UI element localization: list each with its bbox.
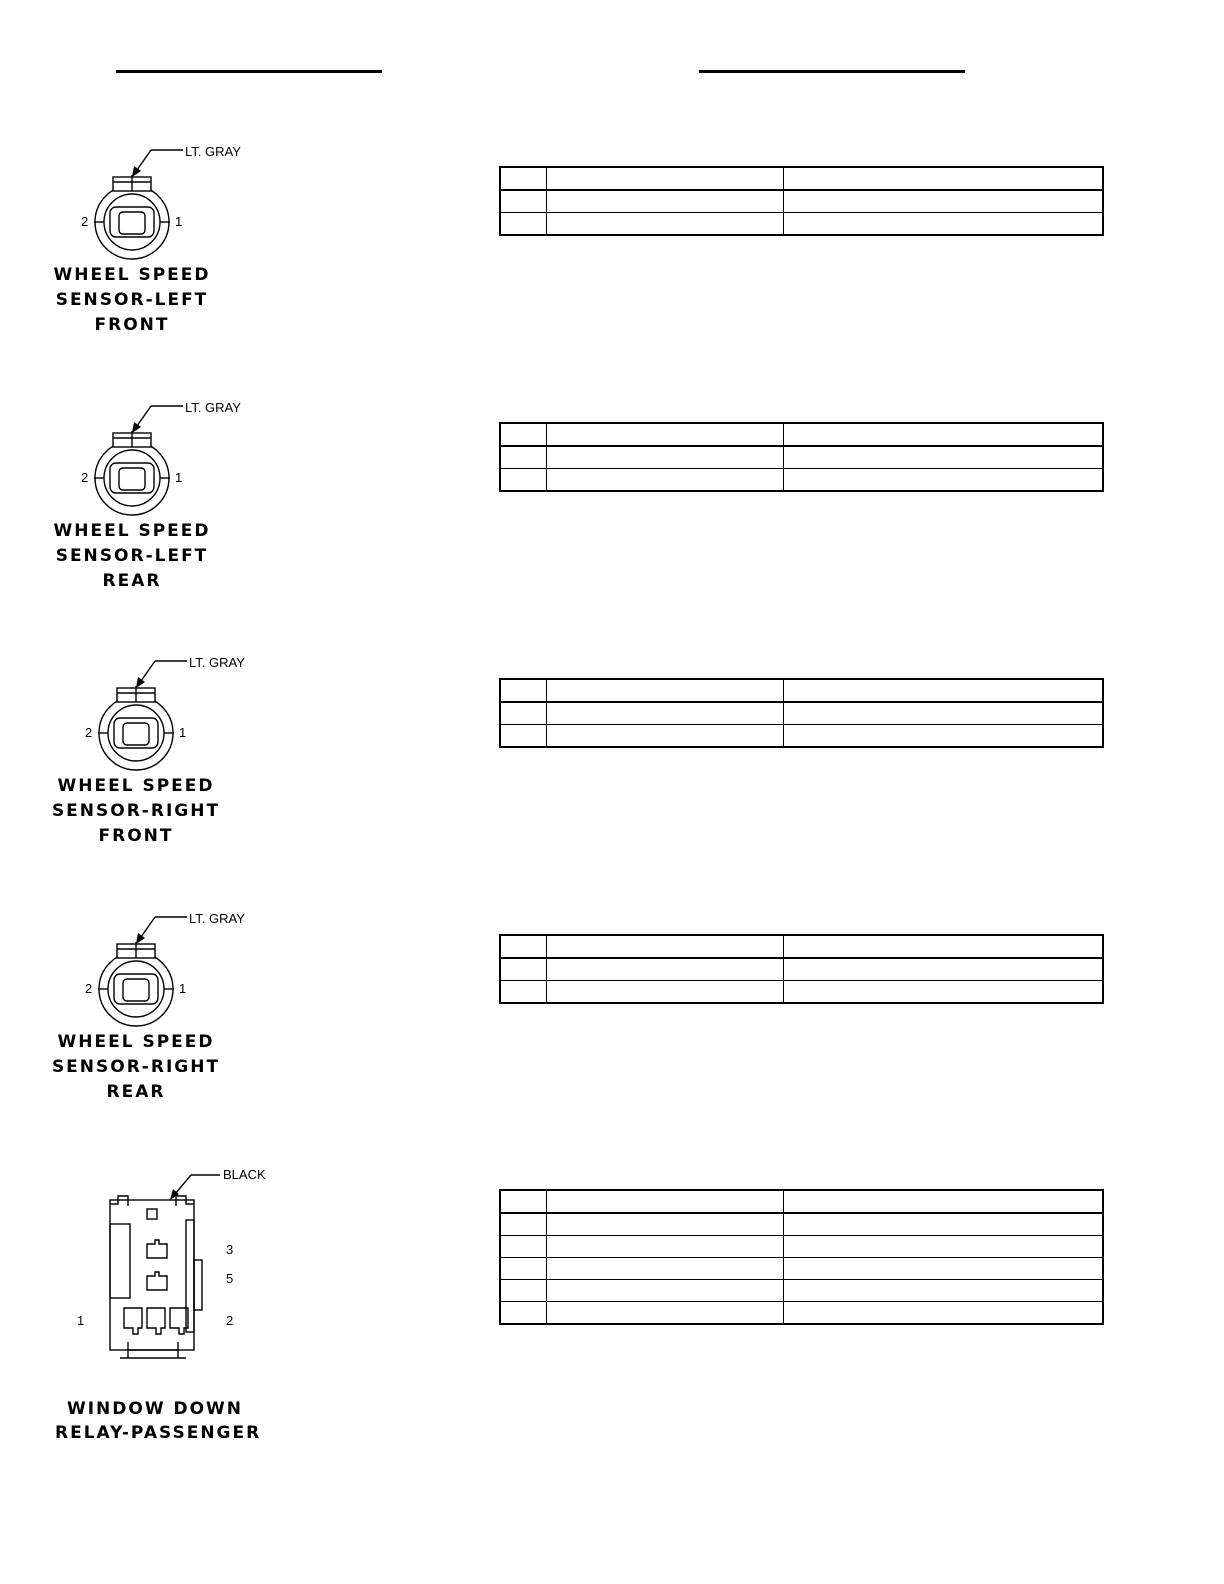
caption-line: REAR: [102, 571, 162, 591]
cell-circuit: [546, 1258, 783, 1280]
connector-color-label: LT. GRAY: [189, 911, 245, 926]
relay-caption: [55, 1397, 262, 1445]
table-row: [500, 1302, 1103, 1325]
pin-table-left-rear: [499, 422, 1104, 492]
cell-circuit: [546, 1236, 783, 1258]
relay-color-label: BLACK: [223, 1167, 266, 1182]
cell-circuit: [546, 423, 783, 446]
cell-function: [783, 213, 1103, 236]
caption-line: SENSOR-RIGHT: [51, 801, 221, 821]
pin-label-left: 2: [85, 981, 93, 996]
cell-circuit: [546, 1213, 783, 1236]
leader-arrowhead: [132, 166, 141, 177]
caption-line: FRONT: [98, 826, 174, 846]
cell-function: [783, 702, 1103, 725]
connector-caption: [40, 519, 224, 594]
pin-label-right: 1: [175, 470, 183, 485]
connector-caption: [40, 263, 224, 338]
cell-cav: [500, 1280, 546, 1302]
cell-circuit: [546, 469, 783, 492]
leader-arrowhead: [132, 422, 141, 433]
cell-circuit: [546, 1190, 783, 1213]
table-row: [500, 469, 1103, 492]
cell-function: [783, 469, 1103, 492]
cell-circuit: [546, 167, 783, 190]
table-row: [500, 1190, 1103, 1213]
pin-table-right-rear: [499, 934, 1104, 1004]
cell-function: [783, 935, 1103, 958]
connector-diagram-right-front: [0, 641, 300, 771]
cell-function: [783, 725, 1103, 748]
cell-cav: [500, 1213, 546, 1236]
connector-drawing: [94, 406, 183, 515]
cell-function: [783, 1258, 1103, 1280]
cell-cav: [500, 1258, 546, 1280]
pin-label-5: 5: [226, 1271, 234, 1286]
pin-table-right-front: [499, 678, 1104, 748]
cell-circuit: [546, 679, 783, 702]
cell-function: [783, 190, 1103, 213]
caption-line: FRONT: [94, 315, 170, 335]
table-row: [500, 1213, 1103, 1236]
cell-cav: [500, 469, 546, 492]
cell-cav: [500, 423, 546, 446]
table-row: [500, 167, 1103, 190]
caption-line: RELAY-PASSENGER: [55, 1423, 262, 1443]
caption-line: SENSOR-LEFT: [55, 290, 209, 310]
pin-label-left: 2: [85, 725, 93, 740]
table-row: [500, 1280, 1103, 1302]
cell-function: [783, 1280, 1103, 1302]
cell-function: [783, 981, 1103, 1004]
leader-arrowhead: [136, 677, 145, 688]
cell-circuit: [546, 981, 783, 1004]
connector-color-label: LT. GRAY: [185, 400, 241, 415]
table-row: [500, 1258, 1103, 1280]
pin-label-2: 2: [226, 1313, 234, 1328]
cell-circuit: [546, 935, 783, 958]
table-row: [500, 725, 1103, 748]
connector-drawing: [98, 917, 187, 1026]
cell-cav: [500, 958, 546, 981]
connector-diagram-left-front: [0, 130, 300, 260]
leader-arrowhead: [136, 933, 145, 944]
cell-function: [783, 167, 1103, 190]
table-row: [500, 190, 1103, 213]
cell-cav: [500, 702, 546, 725]
pin-label-right: 1: [175, 214, 183, 229]
connector-caption: [36, 774, 236, 849]
connector-drawing: [94, 150, 183, 259]
cell-function: [783, 446, 1103, 469]
connector-diagram-left-rear: [0, 386, 300, 516]
cell-cav: [500, 981, 546, 1004]
connector-diagram-right-rear: [0, 897, 300, 1027]
pin-table-relay: [499, 1189, 1104, 1325]
table-row: [500, 702, 1103, 725]
table-row: [500, 1236, 1103, 1258]
table-row: [500, 935, 1103, 958]
cell-cav: [500, 167, 546, 190]
caption-line: SENSOR-LEFT: [55, 546, 209, 566]
table-row: [500, 423, 1103, 446]
cell-circuit: [546, 213, 783, 236]
cell-function: [783, 423, 1103, 446]
table-row: [500, 446, 1103, 469]
cell-cav: [500, 725, 546, 748]
cell-cav: [500, 190, 546, 213]
connector-drawing: [98, 661, 187, 770]
cell-function: [783, 1236, 1103, 1258]
connector-color-label: LT. GRAY: [185, 144, 241, 159]
connector-color-label: LT. GRAY: [189, 655, 245, 670]
pin-label-1: 1: [77, 1313, 85, 1328]
cell-cav: [500, 1236, 546, 1258]
pin-table-left-front: [499, 166, 1104, 236]
cell-cav: [500, 1302, 546, 1325]
pin-label-3: 3: [226, 1242, 234, 1257]
cell-function: [783, 679, 1103, 702]
caption-line: WHEEL SPEED: [57, 1032, 215, 1052]
pin-label-right: 1: [179, 725, 187, 740]
pin-label-left: 2: [81, 470, 89, 485]
relay-drawing: [110, 1175, 220, 1358]
caption-line: WHEEL SPEED: [53, 521, 211, 541]
cell-circuit: [546, 1302, 783, 1325]
table-row: [500, 958, 1103, 981]
cell-function: [783, 1190, 1103, 1213]
cell-circuit: [546, 446, 783, 469]
caption-line: WINDOW DOWN: [66, 1399, 244, 1419]
table-row: [500, 981, 1103, 1004]
relay-connector-diagram: [0, 1160, 300, 1380]
cell-cav: [500, 213, 546, 236]
caption-line: WHEEL SPEED: [57, 776, 215, 796]
cell-cav: [500, 679, 546, 702]
cell-cav: [500, 446, 546, 469]
cell-circuit: [546, 702, 783, 725]
cell-circuit: [546, 958, 783, 981]
cell-circuit: [546, 190, 783, 213]
caption-line: REAR: [106, 1082, 166, 1102]
header-rule-left: [116, 70, 382, 73]
pin-label-left: 2: [81, 214, 89, 229]
pin-label-right: 1: [179, 981, 187, 996]
table-row: [500, 213, 1103, 236]
caption-line: SENSOR-RIGHT: [51, 1057, 221, 1077]
cell-cav: [500, 1190, 546, 1213]
cell-function: [783, 1302, 1103, 1325]
cell-function: [783, 1213, 1103, 1236]
cell-cav: [500, 935, 546, 958]
connector-caption: [36, 1030, 236, 1105]
table-row: [500, 679, 1103, 702]
header-rule-right: [699, 70, 965, 73]
cell-function: [783, 958, 1103, 981]
cell-circuit: [546, 1280, 783, 1302]
cell-circuit: [546, 725, 783, 748]
caption-line: WHEEL SPEED: [53, 265, 211, 285]
